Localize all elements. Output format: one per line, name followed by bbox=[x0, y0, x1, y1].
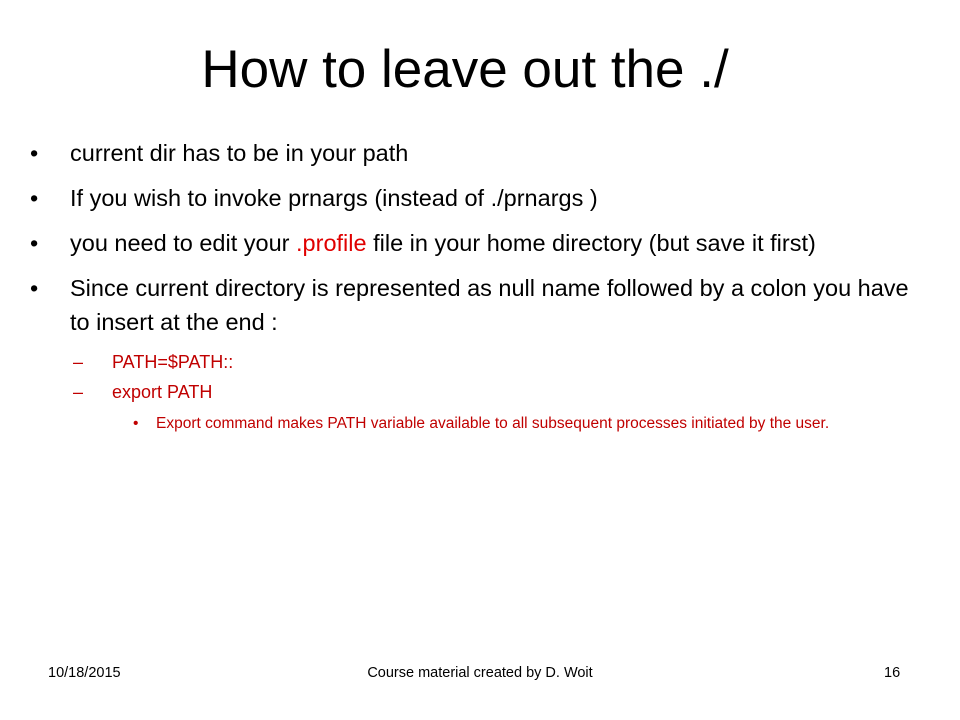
sub-bullet-text: export PATH bbox=[112, 382, 213, 402]
bullet-text-before: you need to edit your bbox=[70, 230, 297, 256]
sub-bullet-item bbox=[30, 380, 910, 404]
sub-bullet-item bbox=[30, 350, 910, 374]
slide-title: How to leave out the ./ bbox=[201, 40, 729, 99]
sub-bullet-text: PATH=$PATH:: bbox=[112, 352, 234, 372]
bullet-text: If you wish to invoke prnargs (instead of ./prnargs ) bbox=[70, 185, 598, 211]
dash-icon: – bbox=[73, 352, 84, 372]
bullet-text: Since current directory is represented as null name followed by a colon you have to insert at the end : bbox=[70, 275, 909, 335]
bullet-text: current dir has to be in your path bbox=[70, 140, 409, 166]
slide-number: 16 bbox=[884, 665, 901, 681]
bullet-item bbox=[30, 136, 910, 170]
profile-highlight: .profile bbox=[296, 230, 367, 256]
bullet-dot-icon: • bbox=[30, 275, 39, 301]
dash-icon: – bbox=[73, 382, 84, 402]
bullet-dot-icon: • bbox=[30, 230, 39, 256]
bullet-text-after: file in your home directory (but save it first) bbox=[366, 230, 816, 256]
small-bullet-dot-icon: • bbox=[133, 415, 139, 432]
bullet-dot-icon: • bbox=[30, 140, 39, 166]
sub-sub-bullet-item bbox=[30, 412, 910, 435]
bullet-item bbox=[30, 271, 910, 339]
bullet-dot-icon: • bbox=[30, 185, 39, 211]
bullet-item bbox=[30, 181, 910, 215]
slide-body bbox=[30, 136, 910, 435]
footer-date: 10/18/2015 bbox=[48, 665, 121, 681]
bullet-item bbox=[30, 226, 910, 260]
sub-sub-bullet-text: Export command makes PATH variable available to all subsequent processes initiated by the user. bbox=[156, 415, 830, 432]
footer-credit: Course material created by D. Woit bbox=[367, 665, 593, 681]
